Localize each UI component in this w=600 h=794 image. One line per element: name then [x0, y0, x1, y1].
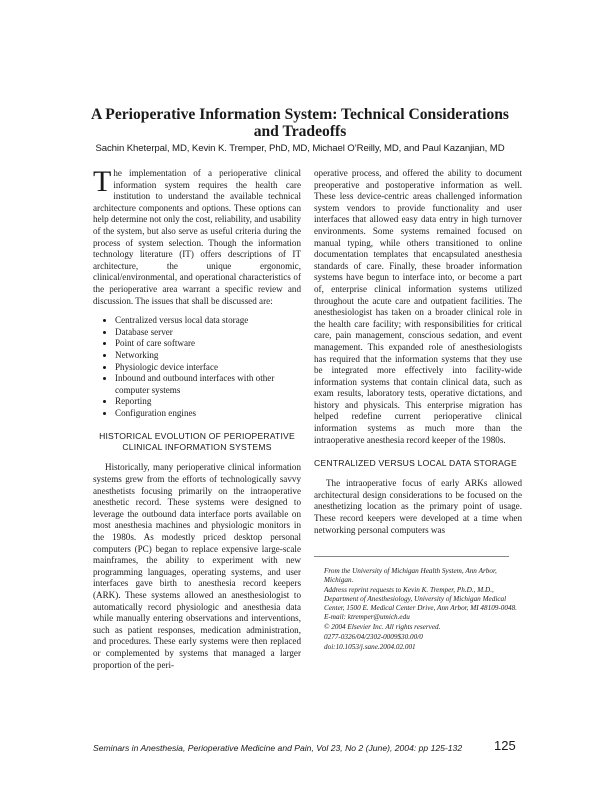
section-heading-centralized: CENTRALIZED VERSUS LOCAL DATA STORAGE — [314, 458, 517, 469]
intro-paragraph — [93, 165, 301, 307]
list-item: • Reporting — [115, 396, 301, 408]
centralized-paragraph: The intraoperative focus of early ARKs allowed architectural design considerations to be focused on the anesthetizing location as the primary point of usage. These record keepers were developed at a time when networking personal computers was — [314, 478, 522, 535]
list-item: • Configuration engines — [115, 408, 301, 420]
list-item: • Centralized versus local data storage — [115, 315, 301, 327]
footnote-address: Address reprint requests to Kevin K. Tremper, Ph.D., M.D., Department of Anesthesiology, University of Michigan Medical Center, 1500 E. Medical Center Drive, Ann Arbor, MI 48109-0048. E-mail: ktremper@umich.edu — [324, 586, 517, 622]
footnote-doi: doi:10.1053/j.sane.2004.02.001 — [324, 643, 416, 652]
page-number: 125 — [494, 738, 516, 753]
issues-list — [93, 315, 301, 419]
title-line-2: and Tradeoffs — [253, 123, 347, 140]
list-item: • Inbound and outbound interfaces with other computer systems — [115, 373, 301, 396]
footnote-issn: 0277-0326/04/2302-0009$30.00/0 — [324, 633, 423, 642]
author-list: Sachin Kheterpal, MD, Kevin K. Tremper, PhD, MD, Michael O’Reilly, MD, and Paul Kazanjian, MD — [95, 143, 505, 154]
footnotes — [314, 567, 522, 652]
intro-text: he implementation of a perioperative clinical information system requires the health care institution to understand the available technical architecture components and options. These options can help determine not only the cost, reliability, and usability of the system, but also serve as useful criteria during the process of system selection. Though the information technology literature (IT) offers descriptions of IT architecture, the unique ergonomic, clinical/environmental, and operational characteristics of the perioperative area warrant a specific review and discussion. The issues that shall be discussed are: — [93, 168, 301, 306]
list-item: • Point of care software — [115, 338, 301, 350]
article-title — [60, 106, 540, 140]
list-item: • Database server — [115, 327, 301, 339]
heading-line-1: HISTORICAL EVOLUTION OF PERIOPERATIVE — [99, 431, 295, 442]
journal-citation: Seminars in Anesthesia, Perioperative Medicine and Pain, Vol 23, No 2 (June), 2004: pp 125-132 — [93, 743, 463, 753]
drop-cap: T — [93, 165, 112, 198]
right-column — [314, 168, 522, 653]
list-item: • Networking — [115, 350, 301, 362]
heading-line-2: CLINICAL INFORMATION SYSTEMS — [122, 442, 272, 453]
left-column — [93, 165, 301, 671]
list-item: • Physiologic device interface — [115, 362, 301, 374]
title-line-1: A Perioperative Information System: Technical Considerations — [91, 106, 509, 123]
footnote-copyright: © 2004 Elsevier Inc. All rights reserved. — [324, 623, 441, 632]
section-heading-historical — [97, 431, 297, 453]
historical-paragraph: Historically, many perioperative clinical information systems grew from the efforts of technologically savvy anesthetists focusing primarily on the intraoperative anesthetic record. These systems were designed to leverage the outbound data interface ports available on most anesthesia machines and physiologic monitors in the 1980s. As modestly priced desktop personal computers (PC) began to replace expensive large-scale mainframes, the ability to experiment with new programming languages, operating systems, and user interfaces gave birth to anesthesia record keepers (ARK). These systems allowed an anesthesiologist to automatically record physiologic and anesthesia data while manually entering observations and interventions, such as patient responses, medication administration, and procedures. These early systems were then replaced or complemented by systems that managed a larger proportion of the peri- — [93, 462, 301, 670]
continued-paragraph: operative process, and offered the ability to document preoperative and postoperative information as well. These less device-centric areas challenged information system vendors to provide functionality and user interfaces that allowed easy data entry in high turnover environments. Some systems remained focused on manual typing, while others transitioned to online documentation templates that encapsulated anesthesia standards of care. Finally, these broader information systems have begun to interface into, or become a part of, enterprise clinical information systems utilized throughout the acute care and outpatient facilities. The anesthesiologist has taken on a broader clinical role in the health care facility; with responsibilities for critical care, pain management, conscious sedation, and event management. This expanded role of anesthesiologists has required that the information systems that they use be integrated more effectively into facility-wide information systems that contain clinical data, such as exam results, laboratory tests, operative dictations, and history and physicals. This enterprise migration has helped redefine current perioperative clinical information systems as much more than the intraoperative anesthesia record keeper of the 1980s. — [314, 168, 522, 445]
footnote-divider — [314, 556, 509, 557]
footnote-affiliation: From the University of Michigan Health System, Ann Arbor, Michigan. — [324, 567, 497, 585]
